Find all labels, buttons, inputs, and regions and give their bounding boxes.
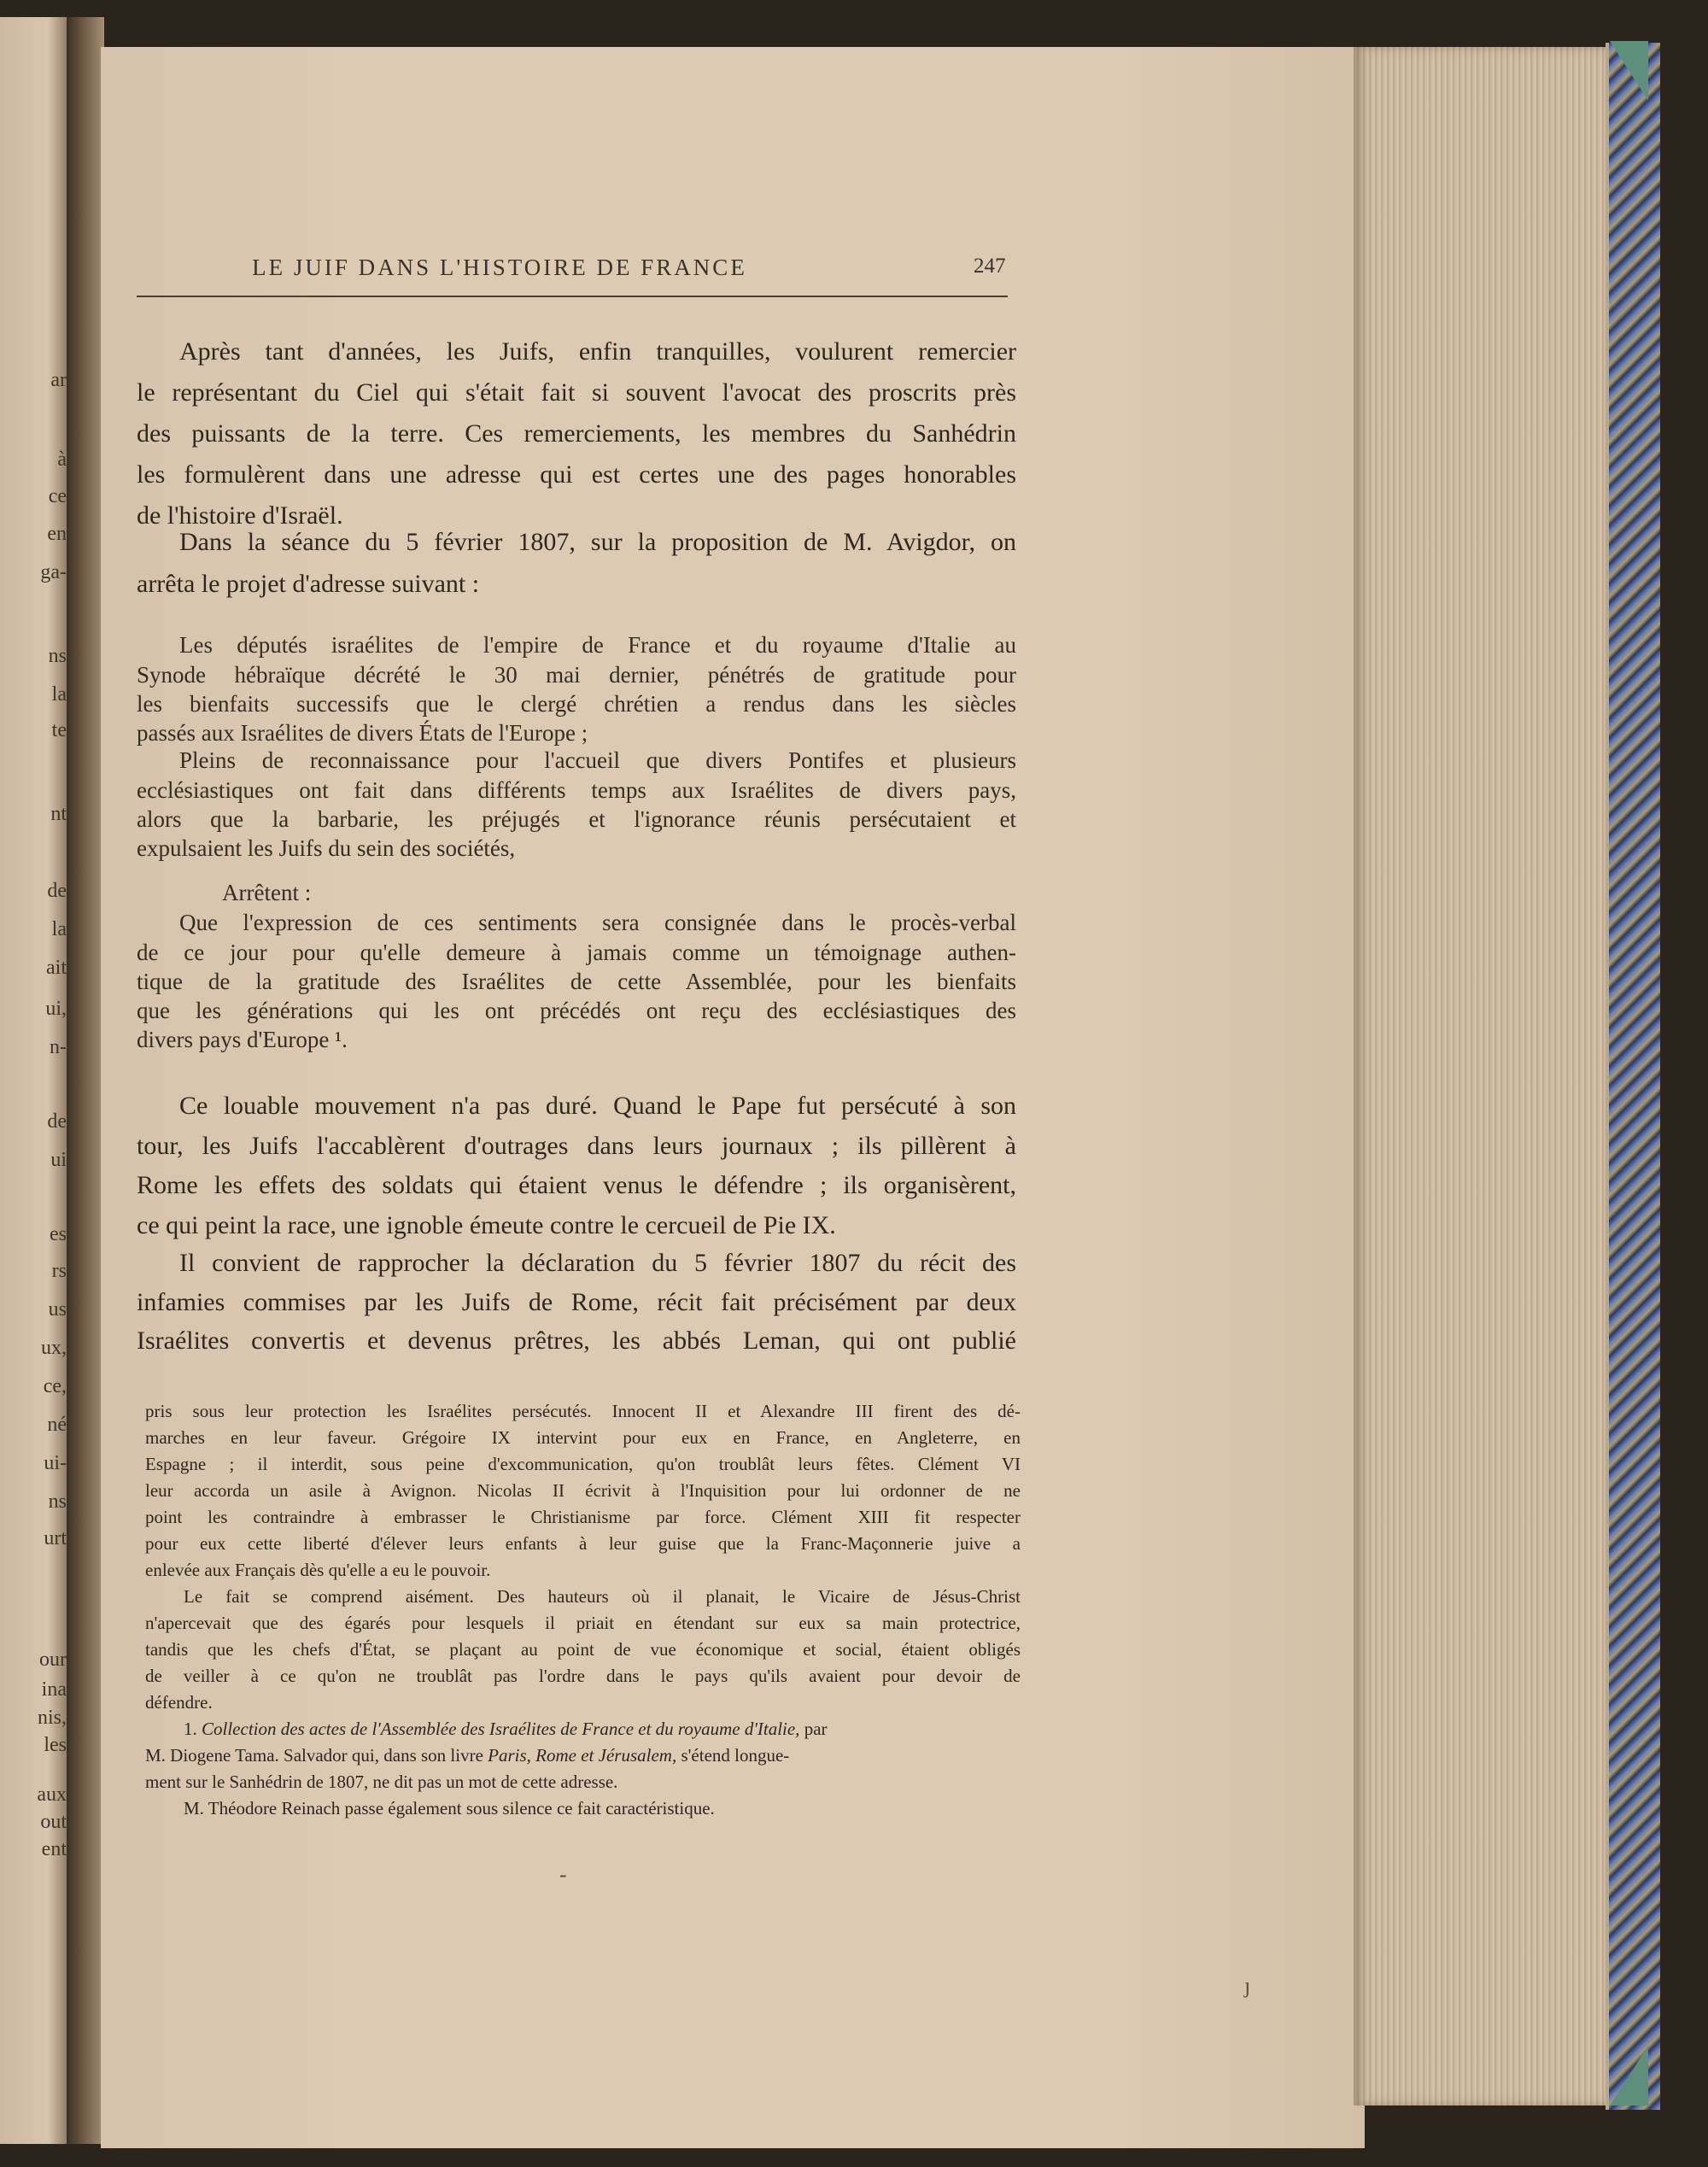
footnote-line: n'apercevait que des égarés pour lesquels il priait en étendant sur eux sa main protectrice, bbox=[145, 1613, 1021, 1633]
stray-mark: - bbox=[559, 1862, 567, 1887]
quote-line: Les députés israélites de l'empire de France et du royaume d'Italie au bbox=[179, 632, 1016, 658]
stray-mark: ȷ bbox=[1244, 1973, 1251, 1998]
fragment: à bbox=[57, 448, 67, 471]
quote-line: expulsaient les Juifs du sein des sociétés, bbox=[137, 835, 516, 861]
footnote-line: Le fait se comprend aisément. Des hauteurs où il planait, le Vicaire de Jésus-Christ bbox=[184, 1586, 1021, 1607]
fragment: es bbox=[50, 1223, 67, 1245]
fragment: ent bbox=[41, 1838, 67, 1860]
quote-line: passés aux Israélites de divers États de l'Europe ; bbox=[137, 720, 588, 746]
fragment: de bbox=[47, 1110, 67, 1133]
fragment: te bbox=[51, 719, 67, 741]
footnote-text: M. Diogene Tama. Salvador qui, dans son livre bbox=[145, 1745, 483, 1766]
body-line: Il convient de rapprocher la déclaration du 5 février 1807 du récit des bbox=[179, 1249, 1016, 1277]
fragment: rs bbox=[51, 1260, 67, 1282]
footnote-line: ment sur le Sanhédrin de 1807, ne dit pas un mot de cette adresse. bbox=[145, 1772, 618, 1792]
footnote-line: de veiller à ce qu'on ne troublât pas l'ordre dans le pays qu'ils avaient pour devoir de bbox=[145, 1666, 1021, 1686]
body-line: Israélites convertis et devenus prêtres, les abbés Leman, qui ont publié bbox=[137, 1327, 1016, 1355]
fragment: ux, bbox=[41, 1337, 67, 1359]
fragment: urt bbox=[44, 1527, 67, 1549]
body-line: Après tant d'années, les Juifs, enfin tranquilles, voulurent remercier bbox=[179, 337, 1016, 366]
book-gutter bbox=[67, 17, 104, 2144]
fragment: us bbox=[48, 1298, 67, 1321]
fragment: de bbox=[47, 880, 67, 902]
running-head: LE JUIF DANS L'HISTOIRE DE FRANCE bbox=[252, 255, 747, 280]
fragment: ar bbox=[50, 369, 67, 391]
footnote-line: marches en leur faveur. Grégoire IX intervint pour eux en France, en Angleterre, en bbox=[145, 1427, 1021, 1448]
fragment: ui bbox=[50, 1149, 67, 1171]
body-line: arrêta le projet d'adresse suivant : bbox=[137, 570, 480, 598]
fragment: né bbox=[47, 1414, 67, 1436]
body-line: Dans la séance du 5 février 1807, sur la proposition de M. Avigdor, on bbox=[179, 528, 1016, 556]
body-line: Ce louable mouvement n'a pas duré. Quand le Pape fut persécuté à son bbox=[179, 1092, 1016, 1120]
quote-line: que les générations qui les ont précédés ont reçu des ecclésiastiques des bbox=[137, 998, 1016, 1023]
quote-line: de ce jour pour qu'elle demeure à jamais comme un témoignage authen- bbox=[137, 940, 1016, 965]
body-line: de l'histoire d'Israël. bbox=[137, 501, 343, 530]
quote-line: alors que la barbarie, les préjugés et l'ignorance réunis persécutaient et bbox=[137, 806, 1016, 832]
fragment: aux bbox=[37, 1783, 67, 1806]
fragment: ga- bbox=[40, 561, 67, 583]
fragment: our bbox=[39, 1649, 67, 1671]
fragment: ns bbox=[48, 1491, 67, 1513]
footnote-number: 1. bbox=[184, 1719, 197, 1739]
body-line: des puissants de la terre. Ces remerciements, les membres du Sanhédrin bbox=[137, 419, 1016, 448]
quote-line: les bienfaits successifs que le clergé chrétien a rendus dans les siècles bbox=[137, 691, 1016, 717]
fragment: ina bbox=[41, 1678, 67, 1701]
fragment: ce, bbox=[43, 1375, 67, 1397]
marbled-cover bbox=[1606, 43, 1660, 2110]
footnote-line: pris sous leur protection les Israélites persécutés. Innocent II et Alexandre III firent des dé- bbox=[145, 1401, 1021, 1421]
fragment: out bbox=[40, 1811, 67, 1833]
fragment: en bbox=[47, 523, 67, 545]
fragment: ait bbox=[46, 957, 67, 979]
fragment: ui- bbox=[44, 1452, 67, 1474]
footnote-1 bbox=[184, 1719, 1021, 1740]
fragment: ce bbox=[48, 485, 67, 507]
footnote-book-title: Paris, Rome et Jérusalem, bbox=[488, 1745, 677, 1766]
footnote-line: leur accorda un asile à Avignon. Nicolas II écrivit à l'Inquisition pour lui ordonner de ne bbox=[145, 1480, 1021, 1501]
page-block-edges bbox=[1354, 47, 1610, 2106]
quote-line: ecclésiastiques ont fait dans différents temps aux Israélites de divers pays, bbox=[137, 777, 1016, 803]
body-line: Rome les effets des soldats qui étaient venus le défendre ; ils organisèrent, bbox=[137, 1171, 1016, 1199]
body-line: les formulèrent dans une adresse qui est certes une des pages honorables bbox=[137, 460, 1016, 489]
quote-line: divers pays d'Europe ¹. bbox=[137, 1027, 348, 1052]
footnote-text: s'étend longue- bbox=[681, 1745, 790, 1766]
fragment: les bbox=[44, 1734, 67, 1756]
body-line: ce qui peint la race, une ignoble émeute contre le cercueil de Pie IX. bbox=[137, 1211, 836, 1239]
footnote-line: pour eux cette liberté d'élever leurs enfants à leur guise que la Franc-Maçonnerie juive a bbox=[145, 1533, 1021, 1554]
footnote-line: M. Théodore Reinach passe également sous silence ce fait caractéristique. bbox=[184, 1798, 715, 1819]
fragment: ui, bbox=[45, 998, 67, 1020]
quote-line: Que l'expression de ces sentiments sera consignée dans le procès-verbal bbox=[179, 910, 1016, 935]
quote-line: Synode hébraïque décrété le 30 mai dernier, pénétrés de gratitude pour bbox=[137, 662, 1016, 688]
footnote-title: Collection des actes de l'Assemblée des Israélites de France et du royaume d'Italie, bbox=[202, 1719, 800, 1739]
footnote-line: tandis que les chefs d'État, se plaçant au point de vue économique et social, étaient obligés bbox=[145, 1639, 1021, 1660]
footnote-text: par bbox=[804, 1719, 828, 1739]
quote-line: tique de la gratitude des Israélites de cette Assemblée, pour les bienfaits bbox=[137, 969, 1016, 994]
footnote-1-line bbox=[145, 1745, 1021, 1766]
fragment: nis, bbox=[37, 1707, 67, 1729]
footnote-line: défendre. bbox=[145, 1692, 213, 1713]
body-line: le représentant du Ciel qui s'était fait si souvent l'avocat des proscrits près bbox=[137, 378, 1016, 407]
footnote-line: Espagne ; il interdit, sous peine d'excommunication, qu'on troublât leurs fêtes. Clément VI bbox=[145, 1454, 1021, 1474]
body-line: infamies commises par les Juifs de Rome, récit fait précisément par deux bbox=[137, 1288, 1016, 1316]
page-number: 247 bbox=[974, 255, 1006, 278]
header-rule bbox=[137, 296, 1008, 297]
quote-line: Pleins de reconnaissance pour l'accueil que divers Pontifes et plusieurs bbox=[179, 747, 1016, 773]
fragment: la bbox=[51, 683, 67, 706]
previous-page-edge bbox=[0, 17, 68, 2144]
fragment: la bbox=[51, 918, 67, 940]
footnote-line: point les contraindre à embrasser le Christianisme par force. Clément XIII fit respecter bbox=[145, 1507, 1021, 1527]
footnote-line: enlevée aux Français dès qu'elle a eu le pouvoir. bbox=[145, 1560, 491, 1580]
fragment: ns bbox=[48, 645, 67, 667]
body-line: tour, les Juifs l'accablèrent d'outrages dans leurs journaux ; ils pillèrent à bbox=[137, 1132, 1016, 1160]
fragment: nt bbox=[50, 803, 67, 825]
quote-line: Arrêtent : bbox=[222, 880, 312, 905]
fragment: n- bbox=[50, 1036, 67, 1058]
